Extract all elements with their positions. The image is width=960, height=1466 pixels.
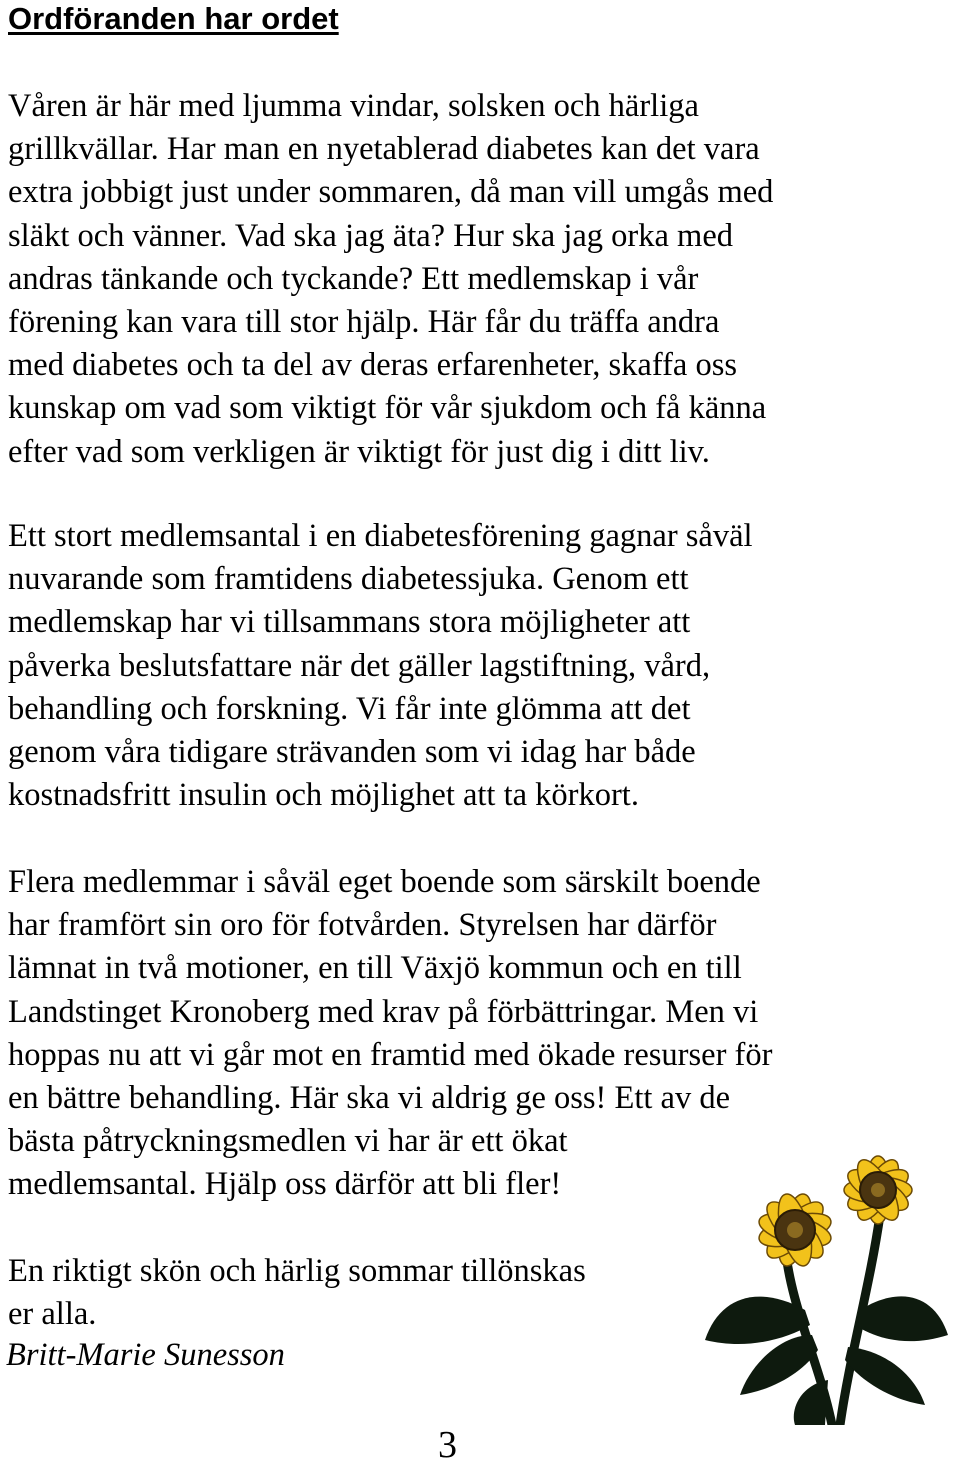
paragraph-greeting: En riktigt skön och härlig sommar tillönskas er alla.: [8, 1253, 586, 1333]
paragraph-membership: Ett stort medlemsantal i en diabetesförening gagnar såväl nuvarande som framtidens diabetessjuka. Genom ett medlemskap har vi tillsammans stora möjligheter att påverka beslutsfattare när det gäller lagstiftning, vård, behandling och forskning. Vi får inte glömma att det genom våra tidigare strävanden som vi idag har både kostnadsfritt insulin och möjlighet att ta körkort.: [8, 518, 753, 814]
sunflower-right: [842, 1154, 914, 1226]
page-heading: Ordföranden har ordet: [8, 1, 339, 36]
page-number: 3: [438, 1424, 457, 1466]
signature: Britt-Marie Sunesson: [6, 1337, 285, 1373]
sunflowers-icon: [700, 1135, 950, 1425]
paragraph-footcare: Flera medlemmar i såväl eget boende som särskilt boende har framfört sin oro för fotvården. Styrelsen har därför lämnat in två motioner, en till Växjö kommun och en till Landstinget Kronoberg med krav på förbättringar. Men vi hoppas nu att vi går mot en framtid med ökade resurser för en bättre behandling. Här ska vi aldrig ge oss! Ett av de bästa påtryckningsmedlen vi har är ett ökat medlemsantal. Hjälp oss därför att bli fler!: [8, 864, 773, 1203]
paragraph-intro: Våren är här med ljumma vindar, solsken och härliga grillkvällar. Har man en nyetablerad diabetes kan det vara extra jobbigt just under sommaren, då man vill umgås med släkt och vänner. Vad ska jag äta? Hur ska jag orka med andras tänkande och tyckande? Ett medlemskap i vår förening kan vara till stor hjälp. Här får du träffa andra med diabetes och ta del av deras erfarenheter, skaffa oss kunskap om vad som viktigt för vår sjukdom och få känna efter vad som verkligen är viktigt för just dig i ditt liv.: [8, 88, 774, 470]
sunflower-left: [756, 1191, 835, 1270]
